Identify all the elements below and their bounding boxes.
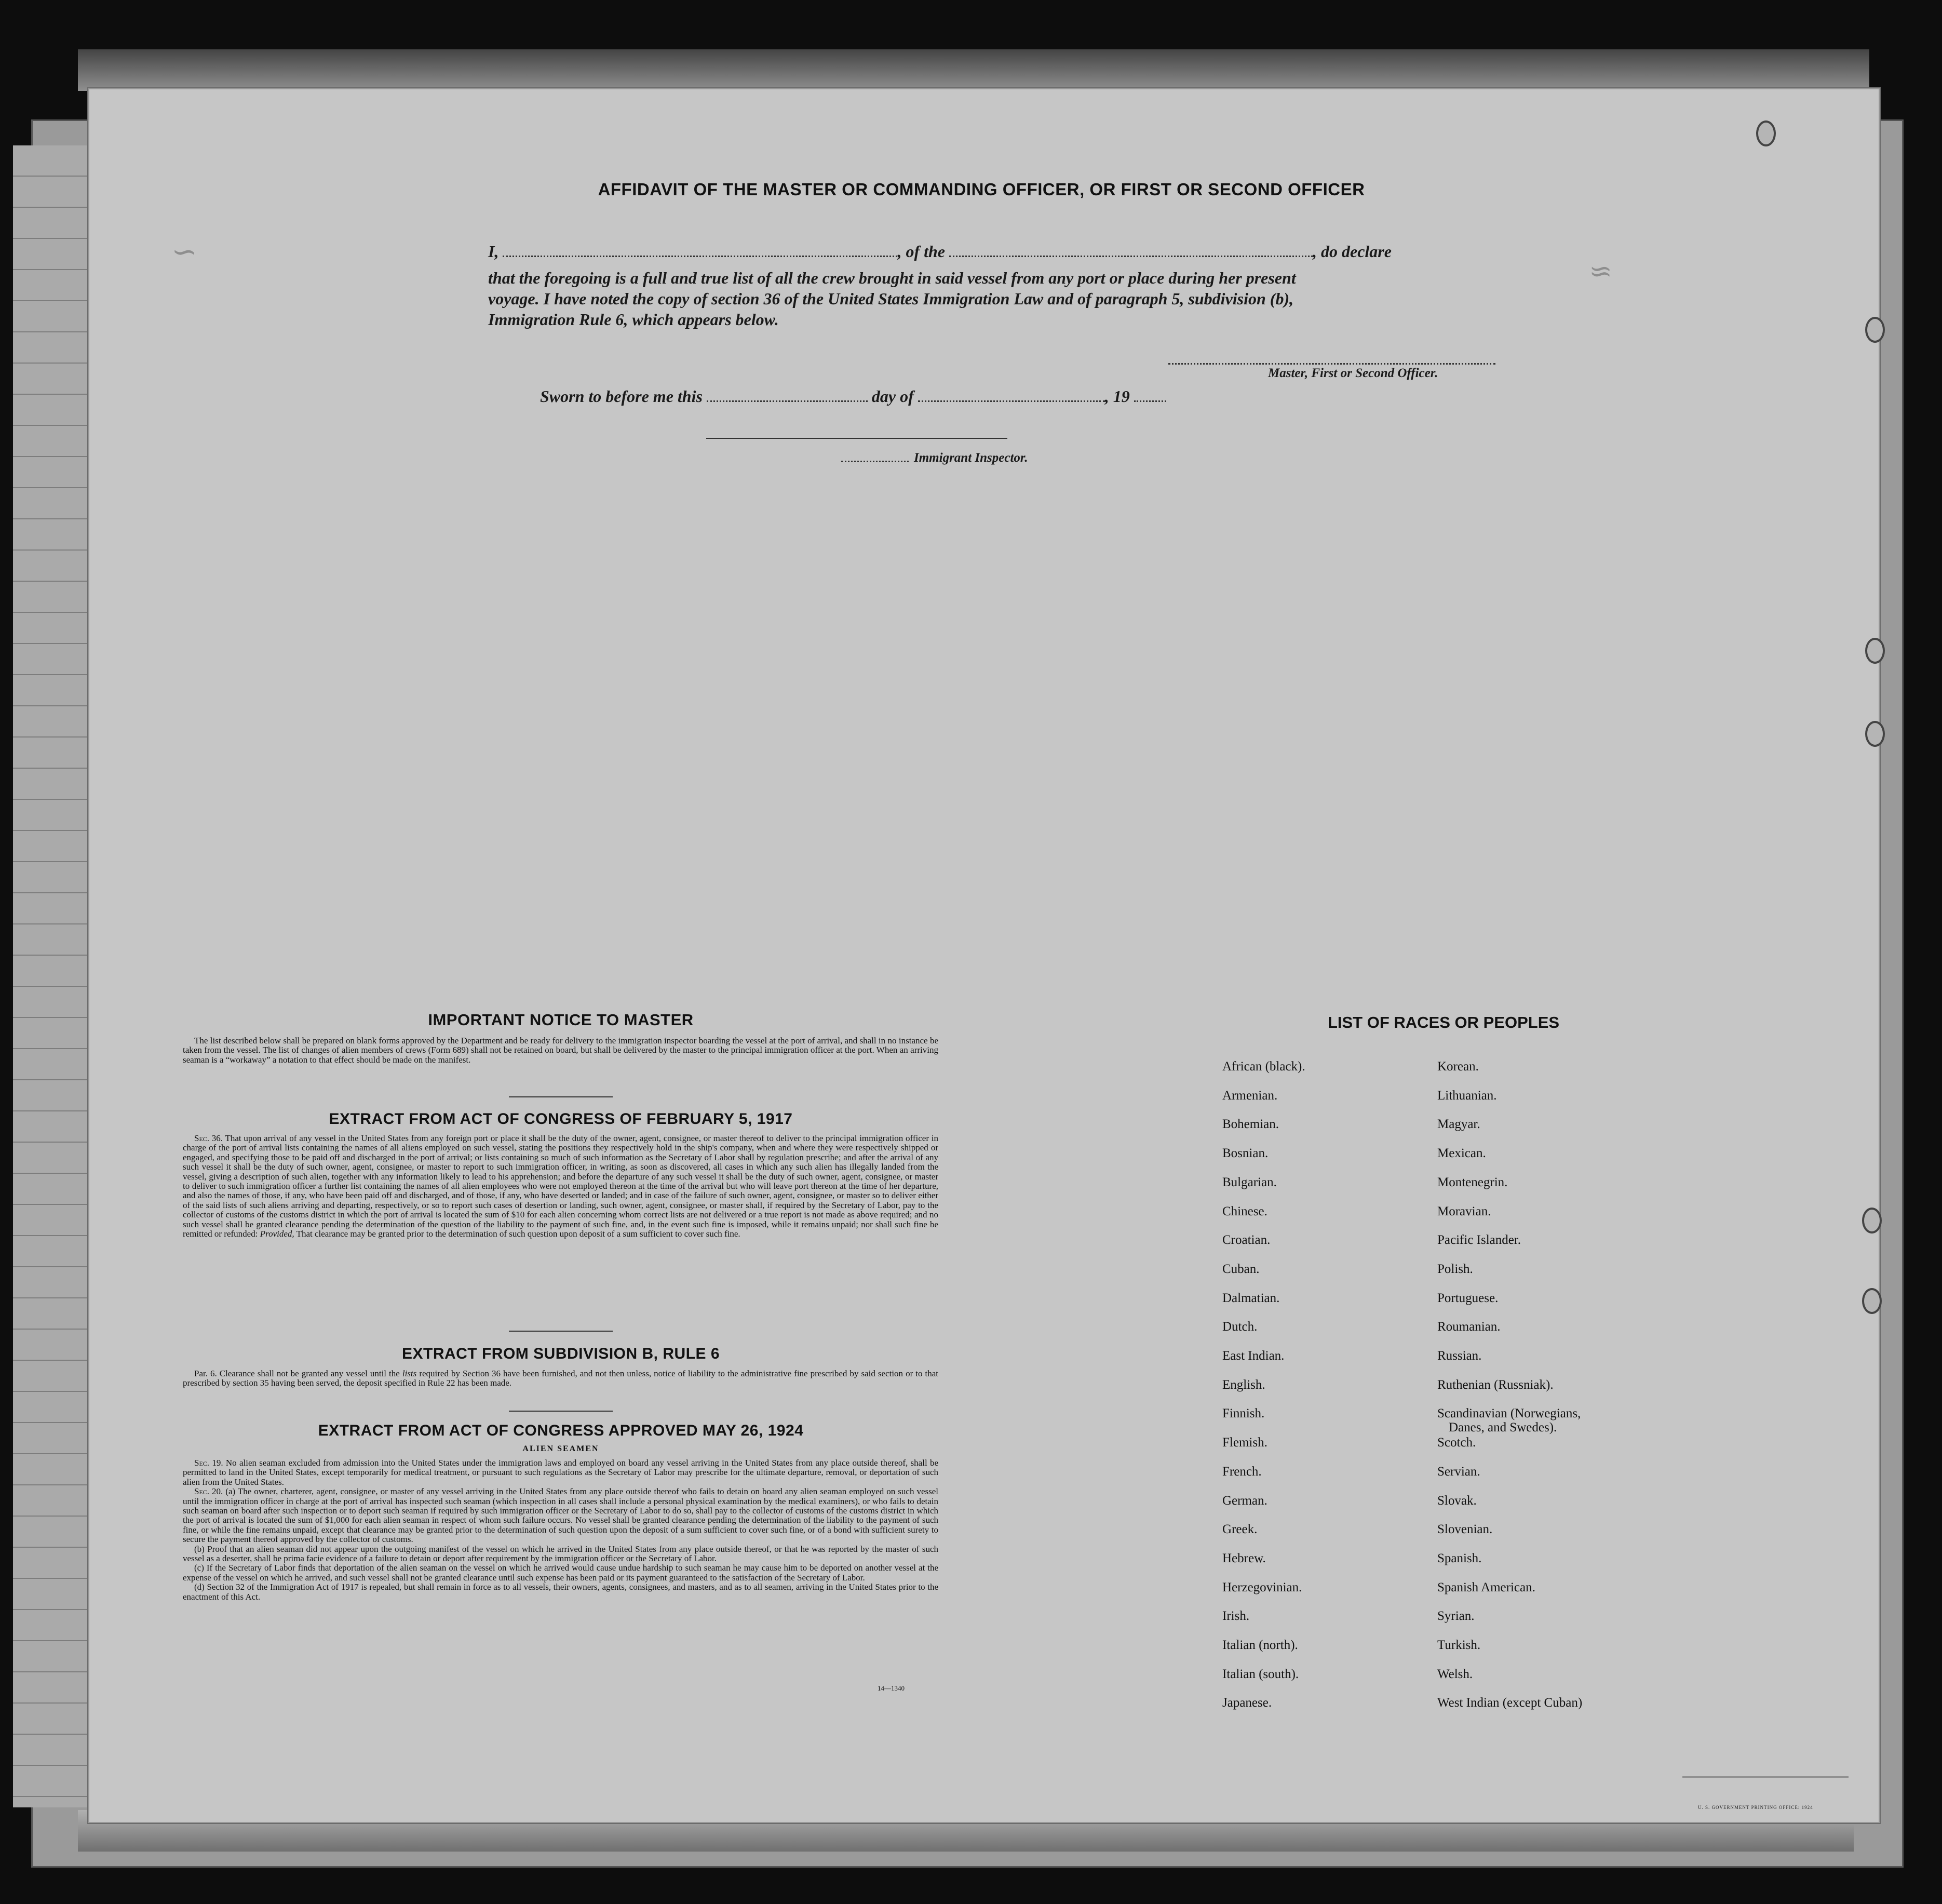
- race-entry: Hebrew.: [1222, 1551, 1266, 1565]
- notice-paragraph: The list described below shall be prepared on blank forms approved by the Department and be ready for delivery to the immigration inspector boarding the vessel at the port of arrival, and shall in no instance be taken from the vessel. The list of changes of alien members of crews (Form 689) shall not be retained on board, but shall be delivered by the master to the principal immigration officer at the port. When an arriving seaman is a “workaway” a notation to that effect should be made on the manifest.: [183, 1036, 938, 1065]
- race-entry: Portuguese.: [1437, 1291, 1499, 1305]
- inspector-signature-leader: [841, 461, 909, 462]
- declarant-label: I,: [488, 242, 499, 261]
- affidavit-title: AFFIDAVIT OF THE MASTER OR COMMANDING OFFICER, OR FIRST OR SECOND OFFICER: [598, 180, 1365, 199]
- race-entry: West Indian (except Cuban): [1437, 1696, 1583, 1710]
- binding-hole: [1865, 638, 1885, 664]
- affidavit-text-line: that the foregoing is a full and true list of all the crew brought in said vessel from any port or place during her present: [488, 269, 1296, 287]
- affidavit-declaration-line: [488, 242, 1392, 261]
- race-entry: Ruthenian (Russniak).: [1437, 1378, 1554, 1392]
- race-entry: Flemish.: [1222, 1436, 1267, 1450]
- race-entry: Spanish American.: [1437, 1580, 1535, 1594]
- day-of-label: day of: [871, 387, 914, 406]
- race-entry: Moravian.: [1437, 1204, 1491, 1218]
- declarant-name-field[interactable]: [503, 256, 897, 257]
- race-entry: Slovenian.: [1437, 1522, 1493, 1536]
- race-entry: Armenian.: [1222, 1089, 1278, 1103]
- race-entry: Lithuanian.: [1437, 1089, 1497, 1103]
- extract-1917-heading: EXTRACT FROM ACT OF CONGRESS OF FEBRUARY 5, 1917: [329, 1110, 793, 1128]
- binding-hole: [1865, 317, 1885, 343]
- inspector-signature-label: Immigrant Inspector.: [914, 451, 1028, 465]
- race-entry: East Indian.: [1222, 1349, 1285, 1363]
- binding-hole: [1865, 721, 1885, 747]
- affidavit-text-line: voyage. I have noted the copy of section 36 of the United States Immigration Law and of paragraph 5, subdivision (b),: [488, 289, 1294, 308]
- sworn-year-field[interactable]: [1134, 400, 1166, 402]
- vessel-name-field[interactable]: [949, 256, 1313, 257]
- notice-heading: IMPORTANT NOTICE TO MASTER: [428, 1011, 694, 1029]
- binding-hole: [1862, 1208, 1882, 1233]
- section-36-end: That clearance may be granted prior to the determination of such question upon deposit of a sum sufficient to cover such fine.: [296, 1229, 740, 1239]
- section-19-paragraph: [183, 1458, 938, 1487]
- race-entry: Irish.: [1222, 1609, 1250, 1623]
- race-entry: Slovak.: [1437, 1494, 1477, 1508]
- sworn-label: Sworn to before me this: [540, 387, 703, 406]
- race-entry: Japanese.: [1222, 1696, 1272, 1710]
- extract-1924-text: [183, 1458, 938, 1602]
- binding-hole: [1756, 120, 1776, 146]
- master-signature-field[interactable]: [1168, 363, 1495, 365]
- section-divider: [509, 1411, 613, 1412]
- races-heading: LIST OF RACES OR PEOPLES: [1327, 1013, 1560, 1031]
- printer-imprint-rule: [1682, 1776, 1849, 1783]
- section-divider: [509, 1331, 613, 1332]
- race-entry: Korean.: [1437, 1060, 1479, 1074]
- race-entry: Russian.: [1437, 1349, 1482, 1363]
- race-entry: German.: [1222, 1494, 1267, 1508]
- section-divider: [509, 1096, 613, 1097]
- section-36-paragraph: [183, 1134, 938, 1239]
- race-entry: Italian (north).: [1222, 1638, 1298, 1652]
- affidavit-text-line: Immigration Rule 6, which appears below.: [488, 310, 779, 329]
- race-entry: Chinese.: [1222, 1204, 1267, 1218]
- rule6-paragraph: [183, 1369, 938, 1388]
- race-entry: Magyar.: [1437, 1117, 1480, 1131]
- extract-1917-text: [183, 1134, 938, 1239]
- race-entry: Finnish.: [1222, 1406, 1265, 1420]
- rule6-body-b: required by Section 36 have been furnished, and not then unless, notice of liability to the administrative fine prescribed by said section or to that prescribed by section 35 having been served, the deposit specified in Rule 22 has been made.: [183, 1369, 938, 1388]
- extract-rule6-text: [183, 1369, 938, 1388]
- vessel-label: , of the: [897, 242, 945, 261]
- race-entry: Turkish.: [1437, 1638, 1481, 1652]
- ledger-page-edge: [13, 145, 93, 1807]
- race-entry: Mexican.: [1437, 1146, 1486, 1160]
- race-entry: English.: [1222, 1378, 1265, 1392]
- race-entry: Montenegrin.: [1437, 1175, 1508, 1189]
- race-entry: Syrian.: [1437, 1609, 1475, 1623]
- race-entry: Scotch.: [1437, 1436, 1476, 1450]
- sworn-month-field[interactable]: [918, 400, 1105, 402]
- race-entry: Welsh.: [1437, 1667, 1473, 1681]
- section-36-label: Sec. 36.: [194, 1133, 223, 1143]
- master-signature-label: Master, First or Second Officer.: [1268, 366, 1438, 380]
- race-entry: Herzegovinian.: [1222, 1580, 1302, 1594]
- form-code: 14—1340: [878, 1684, 905, 1692]
- race-entry: Polish.: [1437, 1262, 1473, 1276]
- race-entry: Scandinavian (Norwegians,: [1437, 1406, 1581, 1420]
- notice-text: [183, 1036, 938, 1065]
- section-20d-paragraph: (d) Section 32 of the Immigration Act of 1917 is repealed, but shall remain in force as to all vessels, their owners, agents, consignees, and masters, and as to all seamen, arriving in the United States prior to the enactment of this Act.: [183, 1582, 938, 1602]
- race-entry: African (black).: [1222, 1060, 1305, 1074]
- race-entry: Bosnian.: [1222, 1146, 1269, 1160]
- alien-seamen-subheading: ALIEN SEAMEN: [522, 1444, 599, 1453]
- section-36-body: That upon arrival of any vessel in the United States from any foreign port or place it shall be the duty of the owner, agent, consignee, or master thereof to deliver to the principal immigration officer in charge of the port of arrival lists containing the names of all aliens employed on such vessel, stating the positions they respectively hold in the ship's company, when and where they were respectively shipped or engaged, and specifying those to be paid off and discharged in the port of arrival; or lists containing so much of such information as the Secretary of Labor shall by regulation prescribe; and after the arrival of any such vessel it shall be the duty of such owner, agent, consignee, or master to report to such immigration officer, in writing, as soon as discovered, all cases in which any such alien has illegally landed from the vessel, giving a description of such alien, together with any information likely to lead to his apprehension; and before the departure of any such vessel it shall be the duty of such owner, agent, consignee, or master to deliver to such immigration officer a further list containing the names of all alien employees who were not employed thereon at the time of the arrival but who will leave port thereon at the time of her departure, and also the names of those, if any, who have been paid off and discharged, and of those, if any, who have deserted or landed; and in case of the failure of such owner, agent, consignee, or master so to deliver either of the said lists of such aliens arriving and departing, respectively, or so to report such cases of desertion or landing, such owner, agent, consignee, or master shall, if required by the Secretary of Labor, pay to the collector of customs of the customs district in which the port of arrival is located the sum of $10 for each alien concerning whom correct lists are not delivered or a true report is not made as above required; and no such vessel shall be granted clearance pending the determination of the question of the liability to the payment of such fine, and, in the event such fine is imposed, while it remains unpaid; nor shall such fine be remitted or refunded:: [183, 1133, 938, 1239]
- extract-1924-heading: EXTRACT FROM ACT OF CONGRESS APPROVED MAY 26, 1924: [318, 1422, 804, 1439]
- inspector-signature-field[interactable]: [706, 438, 1007, 439]
- sworn-line: [540, 387, 1166, 406]
- race-entry: Bohemian.: [1222, 1117, 1279, 1131]
- declare-label: , do declare: [1313, 242, 1392, 261]
- section-20c-paragraph: (c) If the Secretary of Labor finds that deportation of the alien seaman on the vessel on which he arrived would cause undue hardship to such seaman he may cause him to be deported on another vessel at the expense of the vessel on which he arrived, and such vessel shall not be granted clearance until such expense has been paid or its payment guaranteed to the satisfaction of the Secretary of Labor.: [183, 1563, 938, 1583]
- scan-top-edge: [78, 49, 1869, 91]
- race-entry: Pacific Islander.: [1437, 1233, 1521, 1247]
- race-entry: Dutch.: [1222, 1320, 1258, 1334]
- bleed-through-ink: ≈: [1589, 254, 1613, 287]
- section-20a-body: (a) The owner, charterer, agent, consignee, or master of any vessel arriving in the United States from any place outside thereof who fails to detain on board any alien seaman employed on such vessel until the immigration officer in charge at the port of arrival has inspected such seaman (which inspection in all cases shall include a personal physical examination by the medical examiners), or who fails to detain such seaman on board after such inspection or to deport such seaman if required by such immigration officer or the Secretary of Labor to do so, shall pay to the collector of customs of the customs district in which the port of arrival is located the sum of $1,000 for each alien seaman in respect of whom such failure occurs. No vessel shall be granted clearance pending the determination of the liability to the payment of such fine, or while the fine remains unpaid, except that clearance may be granted prior to the determination of such question upon the deposit of a sum sufficient to cover such fine, or of a bond with sufficient surety to secure the payment thereof approved by the collector of customs.: [183, 1486, 938, 1545]
- race-entry: Bulgarian.: [1222, 1175, 1277, 1189]
- race-entry: Greek.: [1222, 1522, 1258, 1536]
- rule6-body-a: Par. 6. Clearance shall not be granted any vessel until the: [194, 1369, 400, 1378]
- race-entry: Cuban.: [1222, 1262, 1260, 1276]
- race-entry: Roumanian.: [1437, 1320, 1501, 1334]
- section-20b-paragraph: (b) Proof that an alien seaman did not appear upon the outgoing manifest of the vessel on which he arrived in the United States from any place outside thereof, or that he was reported by the master of such vessel as a deserter, shall be prima facie evidence of a failure to detain or deport after requirement by the immigration officer or the Secretary of Labor.: [183, 1544, 938, 1564]
- year-label: , 19: [1104, 387, 1130, 406]
- race-entry: Dalmatian.: [1222, 1291, 1280, 1305]
- race-entry: French.: [1222, 1465, 1262, 1479]
- race-entry: Servian.: [1437, 1465, 1480, 1479]
- provided-word: Provided,: [260, 1229, 294, 1239]
- lists-word: lists: [402, 1369, 417, 1378]
- section-20a-paragraph: [183, 1487, 938, 1544]
- race-entry: Spanish.: [1437, 1551, 1482, 1565]
- binding-hole: [1862, 1288, 1882, 1314]
- sworn-day-field[interactable]: [707, 400, 868, 402]
- section-19-label: Sec. 19.: [194, 1458, 223, 1468]
- race-entry: Danes, and Swedes).: [1449, 1420, 1557, 1434]
- printing-office-imprint: U. S. GOVERNMENT PRINTING OFFICE: 1924: [1698, 1805, 1813, 1810]
- bleed-through-ink: ∼: [171, 234, 198, 270]
- section-19-body: No alien seaman excluded from admission into the United States under the immigration laws and employed on board any vessel arriving in the United States from any place outside thereof, shall be permitted to land in the United States, except temporarily for medical treatment, or pursuant to such regulations as the Secretary of Labor may prescribe for the ultimate departure, removal, or deportation of such alien from the United States.: [183, 1458, 939, 1487]
- race-entry: Italian (south).: [1222, 1667, 1299, 1681]
- extract-rule6-heading: EXTRACT FROM SUBDIVISION B, RULE 6: [401, 1345, 720, 1362]
- section-20-label: Sec. 20.: [194, 1486, 223, 1497]
- race-entry: Croatian.: [1222, 1233, 1271, 1247]
